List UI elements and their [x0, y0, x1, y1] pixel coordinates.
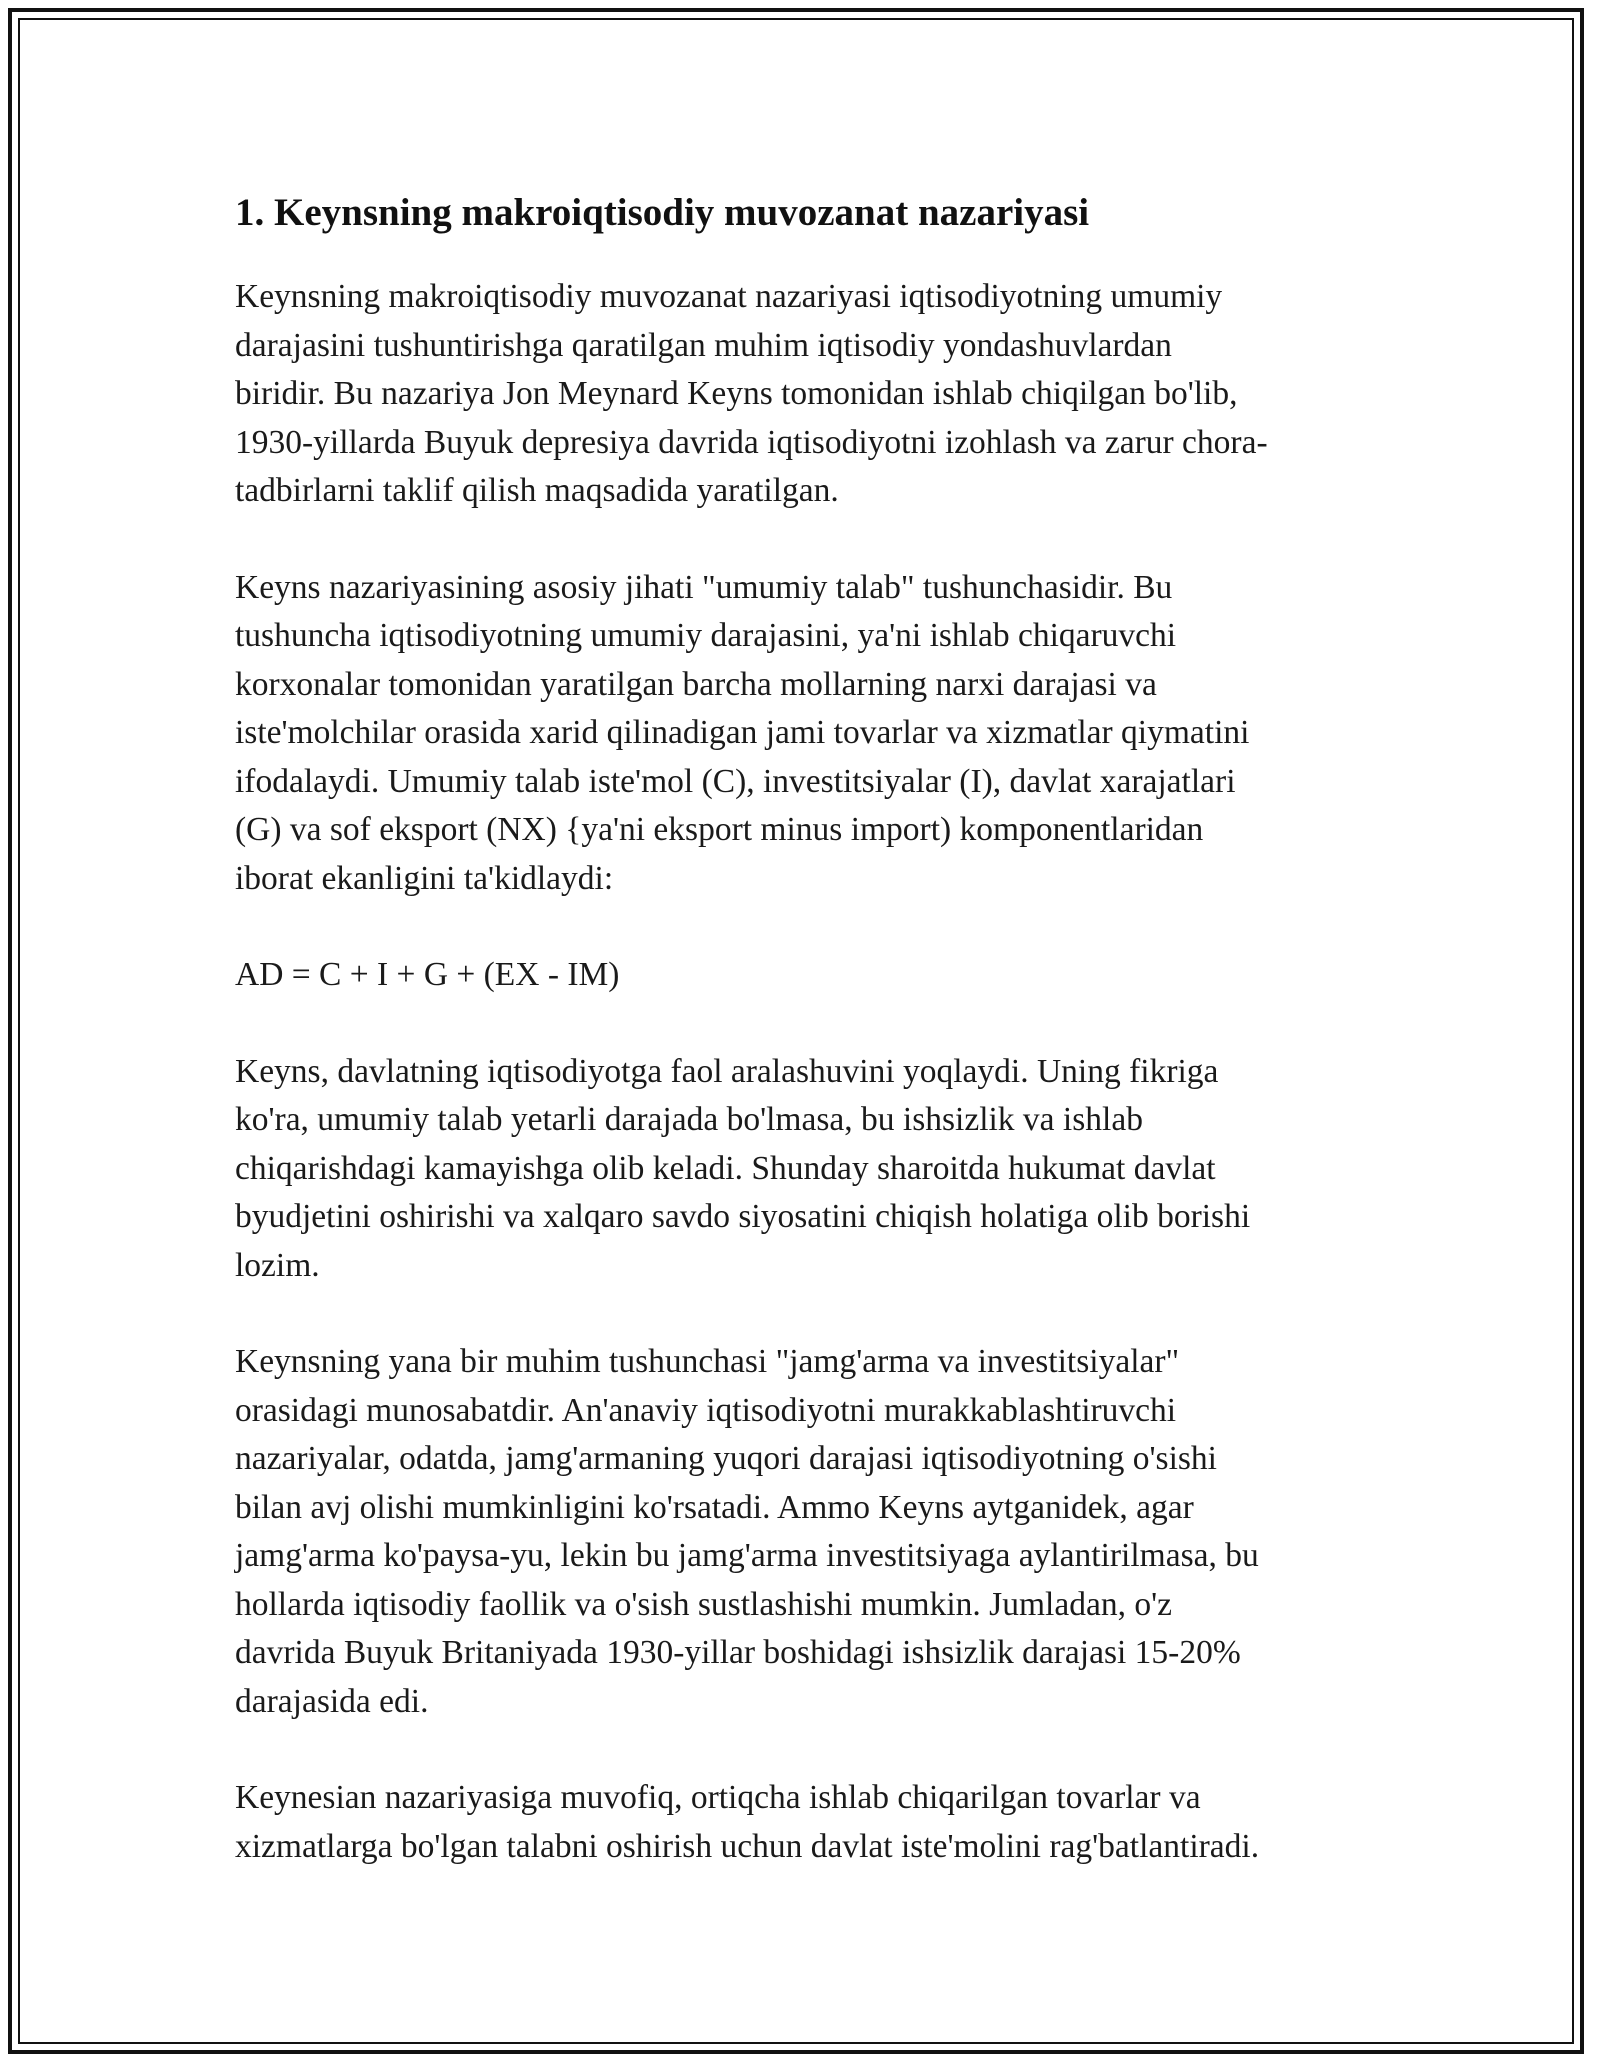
- paragraph-intro: Keynsning makroiqtisodiy muvozanat nazariyasi iqtisodiyotning umumiy darajasini tushuntirishga qaratilgan muhim iqtisodiy yondashuvlardan biridir. Bu nazariya Jon Meynard Keyns tomonidan ishlab chiqilgan bo'lib, 1930-yillarda Buyuk depresiya davrida iqtisodiyotni izohlash va zarur chora- tadbirlarni taklif qilish maqsadida yaratilgan.: [235, 278, 1268, 509]
- paragraph-aggregate-demand: Keyns nazariyasining asosiy jihati "umumiy talab" tushunchasidir. Bu tushuncha iqtisodiyotning umumiy darajasini, ya'ni ishlab chiqaruvchi korxonalar tomonidan yaratilgan barcha mollarning narxi darajasi va iste'molchilar orasida xarid qilinadigan jami tovarlar va xizmatlar qiymatini ifodalaydi. Umumiy talab iste'mol (C), investitsiyalar (I), davlat xarajatlari (G) va sof eksport (NX) {ya'ni eksport minus import) komponentlaridan iborat ekanligini ta'kidlaydi:: [235, 568, 1250, 897]
- paragraph-savings-investment: Keynsning yana bir muhim tushunchasi "jamg'arma va investitsiyalar" orasidagi munosabatdir. An'anaviy iqtisodiyotni murakkablashtiruvchi nazariyalar, odatda, jamg'armaning yuqori darajasi iqtisodiyotning o'sishi bilan avj olishi mumkinligini ko'rsatadi. Ammo Keyns aytganidek, agar jamg'arma ko'paysa-yu, lekin bu jamg'arma investitsiyaga aylantirilmasa, bu hollarda iqtisodiy faollik va o'sish sustlashishi mumkin. Jumladan, o'z davrida Buyuk Britaniyada 1930-yillar boshidagi ishsizlik darajasi 15-20% darajasida edi.: [235, 1343, 1259, 1720]
- paragraph-keynesian-consumption: Keynesian nazariyasiga muvofiq, ortiqcha ishlab chiqarilgan tovarlar va xizmatlarga bo'lgan talabni oshirish uchun davlat iste'molini rag'batlantiradi.: [235, 1779, 1260, 1865]
- paragraph-government-intervention: Keyns, davlatning iqtisodiyotga faol aralashuvini yoqlaydi. Uning fikriga ko'ra, umumiy talab yetarli darajada bo'lmasa, bu ishsizlik va ishlab chiqarishdagi kamayishga olib keladi. Shunday sharoitda hukumat davlat byudjetini oshirishi va xalqaro savdo siyosatini chiqish holatiga olib borishi lozim.: [235, 1052, 1251, 1284]
- document-body: [235, 185, 1375, 1919]
- section-heading: 1. Keynsning makroiqtisodiy muvozanat nazariyasi: [235, 191, 1090, 234]
- formula-aggregate-demand: AD = C + I + G + (EX - IM): [235, 956, 620, 993]
